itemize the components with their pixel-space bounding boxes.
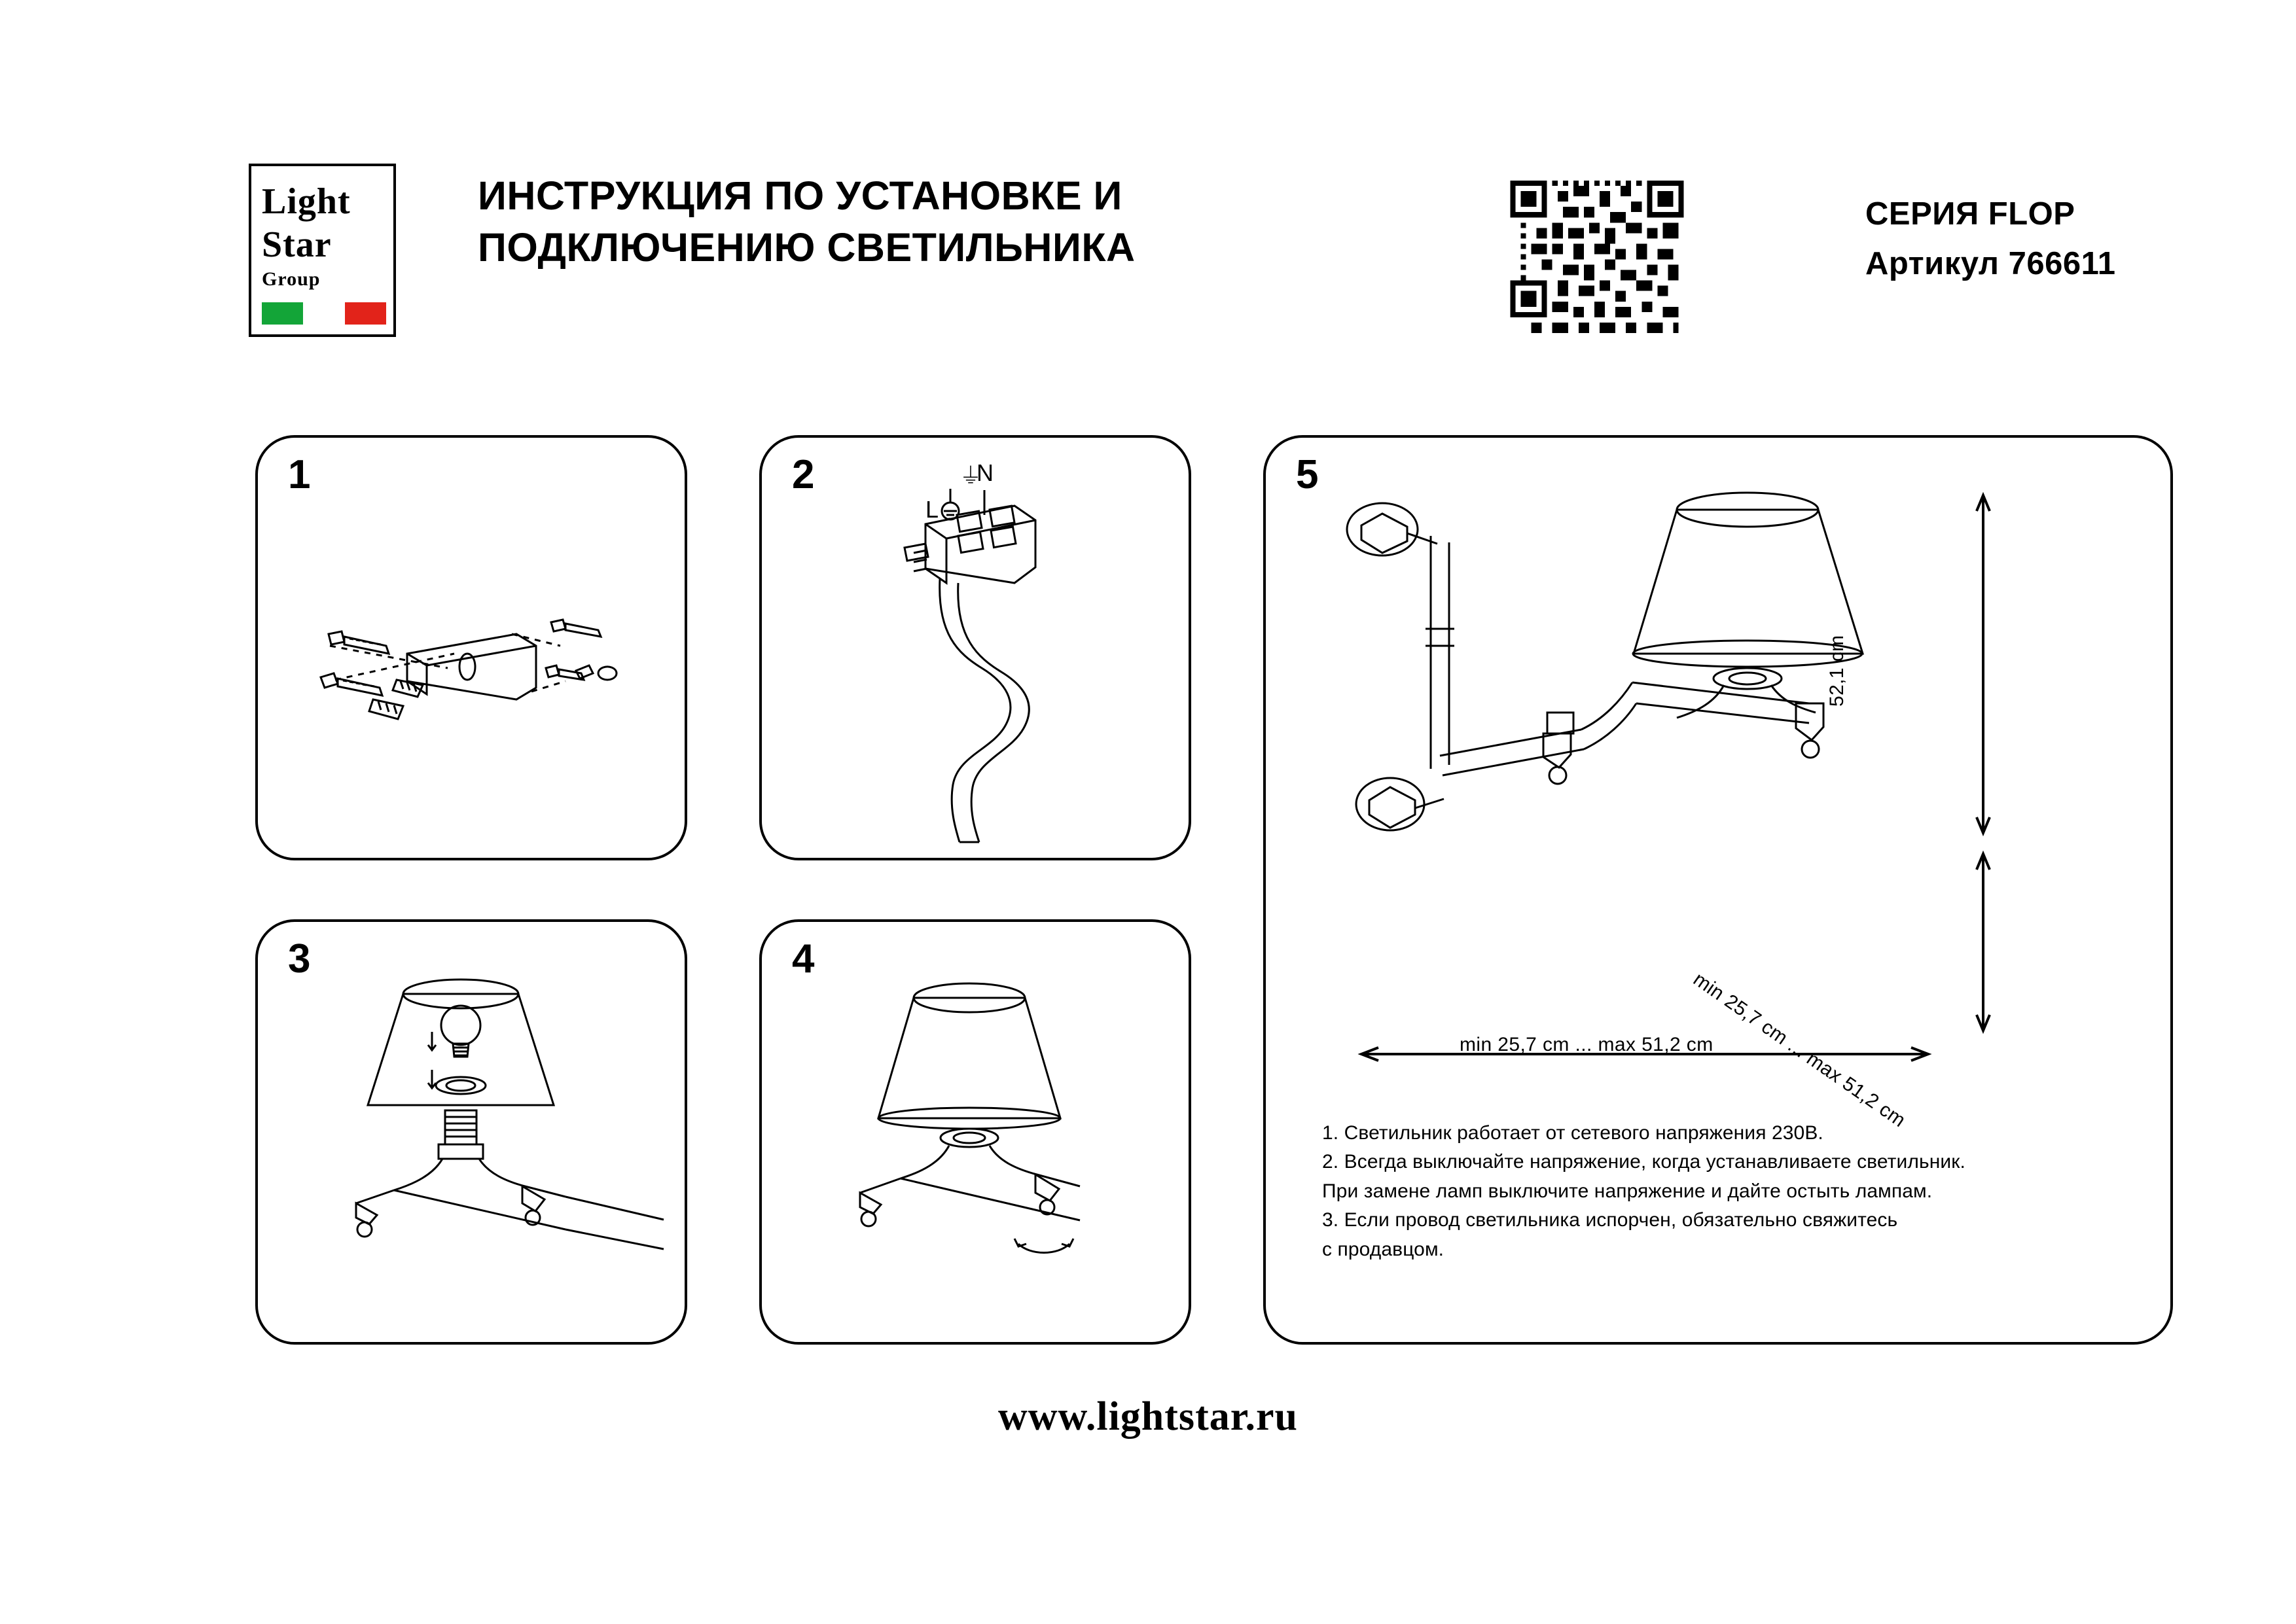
dimension-arrow-diagonal [1977,854,1990,1031]
logo-text-light: Light [262,181,351,222]
diagram-bulb-install [258,922,690,1347]
flag-stripe-green [262,302,303,325]
qr-code-icon [1489,170,1705,344]
step-number-5: 5 [1296,452,1319,497]
step-number-4: 4 [792,936,815,981]
product-meta [1865,190,2296,289]
dimension-label-vertical: 52,1 cm [1826,635,1848,707]
wire-label-earth: ⏚ [960,464,982,489]
series-label: СЕРИЯ FLOP [1865,196,2075,232]
safety-notes [1322,1119,2042,1264]
note-line-4: 3. Если провод светильника испорчен, обязательно свяжитесь [1322,1209,1898,1231]
dimension-label-diagonal: min 25,7 cm ... max 51,2 cm [1689,968,1910,1132]
note-line-3: При замене ламп выключите напряжение и дайте остыть лампам. [1322,1180,1933,1202]
step-number-1: 1 [288,452,311,497]
flag-stripe-red [345,302,386,325]
footer-website-url[interactable]: www.lightstar.ru [997,1394,1299,1439]
step-number-3: 3 [288,936,311,981]
wire-label-neutral: N [977,459,994,486]
wire-label-live: L [925,496,939,523]
step-number-2: 2 [792,452,815,497]
step-panel-2 [759,435,1191,860]
brand-logo [249,164,396,337]
logo-text-star: Star [262,224,332,265]
dimension-arrow-vertical [1977,495,1990,833]
diagram-shade-attach [762,922,1194,1347]
flag-stripe-white [303,302,344,325]
diagram-terminal-block [762,438,1194,863]
note-line-5: с продавцом. [1322,1238,1444,1260]
step-panel-3 [255,919,687,1345]
article-label: Артикул 766611 [1865,245,2116,281]
step-panel-1 [255,435,687,860]
page-title: ИНСТРУКЦИЯ ПО УСТАНОВКЕ И ПОДКЛЮЧЕНИЮ СВЕТИЛЬНИКА [478,173,1136,270]
dimension-label-horizontal: min 25,7 cm ... max 51,2 cm [1460,1034,1713,1055]
step-panel-4 [759,919,1191,1345]
diagram-mounting-bracket [258,438,690,863]
header [249,157,2116,347]
note-line-2: 2. Всегда выключайте напряжение, когда устанавливаете светильник. [1322,1151,1965,1173]
italian-flag-icon [262,302,386,325]
note-line-1: 1. Светильник работает от сетевого напряжения 230В. [1322,1122,1823,1144]
logo-text-group: Group [262,268,321,290]
